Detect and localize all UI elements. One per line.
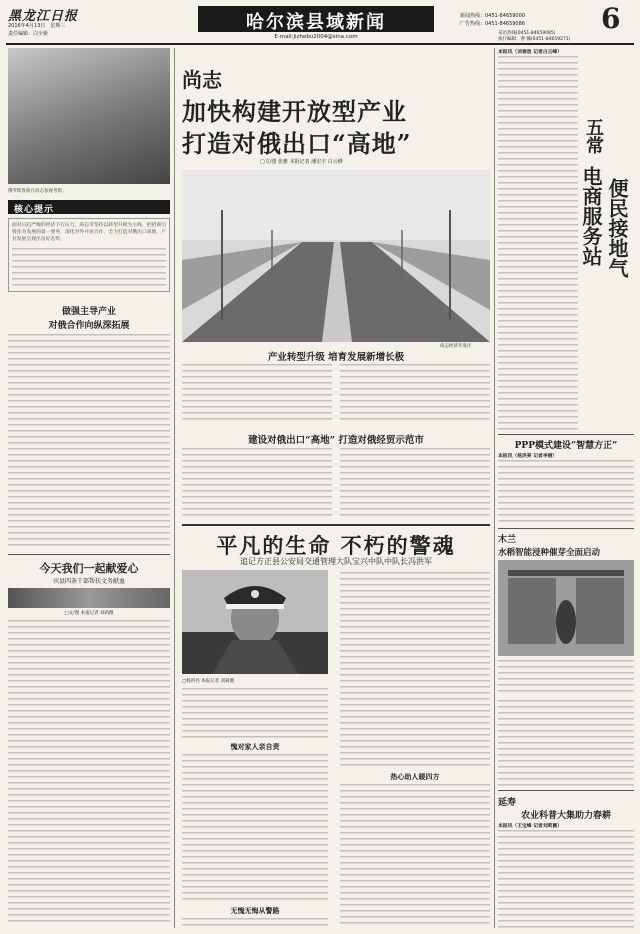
main-body-col-2 [340,364,490,424]
main-headline-2: 打造对俄出口“高地” [182,129,412,158]
ppp-lead: 本报讯（杨洪亮 记者李丽） [498,453,558,459]
wuchang-title-2: 电商服务站 [579,166,603,266]
bottom-text-right-1 [340,572,490,768]
main-sub-headline-4: 建设对俄出口“高地” 打造对俄经贸示范市 [248,435,424,446]
col-divider-1 [174,48,175,928]
bottom-text-left-3 [182,918,328,928]
wuchang-text [498,56,578,430]
yanshou-title: 农业科普大集助力春耕 [520,811,611,821]
main-byline: □文/图 张雅 本报记者 潘宏宇 白云峰 [260,159,343,165]
right-hotline: 采访热线(0451-84659085) [498,31,556,36]
mulan-caption-text [498,660,634,696]
love-donation-byline: □文/图 本报记者 刘莉薇 [64,611,114,616]
core-tip-filler [12,248,166,288]
bottom-headline: 平凡的生命 不朽的警魂 [216,533,456,558]
ppp-title: PPP模式建设“智慧方正” [514,441,618,451]
col-divider-2 [494,48,495,928]
bottom-text-right-2 [340,784,490,928]
section-title: 哈尔滨县域新闻 [246,12,386,33]
hotline-right: 新闻热线：0451-84659000 [460,13,525,19]
main-kicker: 尚志 [182,68,222,92]
bottom-story-top-rule [182,524,490,526]
main-body-col-3 [182,448,332,520]
bottom-sub-3: 无愧无悔从警路 [230,906,280,915]
date-line: 2016年4月13日 星期三 [8,23,66,29]
core-tip-label: 核心提示 [14,205,55,215]
ppp-text [498,460,634,524]
core-tip-text: 面对日趋严峻的经济下行压力，尚志市坚持以转型升级为主线，把招商引资作为发展的第一要务，深化对外开放合作，全力打造对俄出口高地，产业发展呈现出良好态势。 [8,218,170,292]
left-story-top-rule [8,554,170,555]
mulan-title: 水稻智能浸种催芽全面启动 [498,548,601,558]
bottom-byline: □杨洪亮 本报记者 刘莉薇 [182,679,235,684]
mulan-kicker: 木兰 [498,535,517,545]
ad-line: 广告热线：0451-84659086 [460,21,525,27]
rice-seedling-photo [498,560,634,656]
yanshou-kicker: 延寿 [498,798,517,808]
editor-line: 责任编辑：白全新 [8,31,49,37]
yanshou-lead: 本报讯（王宝峰 记者刘莉薇） [498,823,563,829]
main-photo-highway [182,170,490,342]
bottom-text-left-1 [182,688,328,740]
bottom-sub-1: 愧对家人亲自责 [230,742,280,751]
right-rule-2 [498,528,634,529]
masthead-rule [6,43,634,45]
yanshou-text [498,830,634,928]
bottom-sub-2: 热心助人暖四方 [390,772,440,781]
page-number: 6 [601,2,621,35]
bottom-subtitle: 追记方正县公安局交通管理大队宝兴中队中队长冯洪军 [240,557,432,566]
wuchang-lead: 本报讯（刘春波 记者白云峰） [498,49,563,55]
left-body-text-2 [8,620,170,926]
right-exec-editor: 执行编辑：曹 娜(0451-84659271) [498,37,571,42]
right-rule-1 [498,434,634,435]
right-rule-3 [498,790,634,791]
main-body-col-4 [340,448,490,520]
left-sub-headline-1: 做强主导产业 [61,307,116,317]
love-donation-photo [8,588,170,608]
police-portrait [182,570,328,674]
wuchang-title-3: 便民接地气 [605,178,629,278]
left-sub-headline-2: 对俄合作向纵深拓展 [48,321,130,331]
bottom-text-left-2 [182,754,328,902]
love-donation-title: 今天我们一起献爱心 [39,562,139,575]
section-email: E-mail:jizhebu2004@sina.com [274,34,358,40]
main-photo-caption: 尚志经济开发区 [440,344,472,349]
left-photo-caption: 俄罗斯客商在尚志参观考察。 [8,189,67,194]
wuchang-title-1: 五常 [583,118,604,154]
main-headline-1: 加快构建开放型产业 [182,97,407,126]
main-sub-headline-3: 产业转型升级 培育发展新增长极 [267,352,405,363]
mulan-text [498,700,634,786]
main-body-col-1 [182,364,332,424]
newspaper-logo: 黑龙江日报 [8,9,79,24]
left-top-photo [8,48,170,184]
left-body-text-1 [8,334,170,550]
love-donation-subtitle: 宾县四条干部帮扶文务献血 [52,578,125,585]
